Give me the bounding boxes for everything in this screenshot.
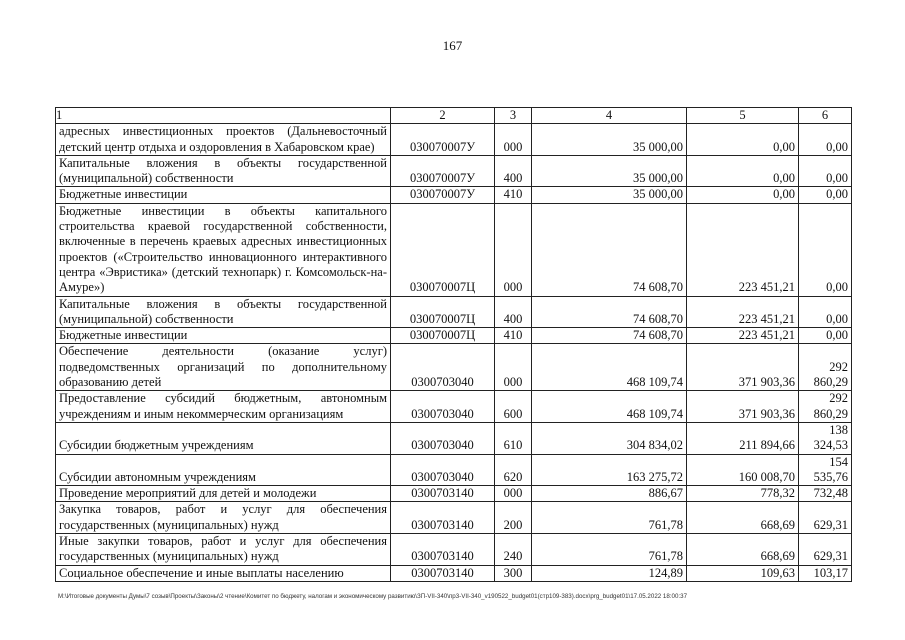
expense-type-cell: 000 [495,486,532,502]
target-article-cell: 030070007Ц [391,296,495,328]
amount-col6-cell: 138 324,53 [799,422,852,454]
amount-col6-cell: 103,17 [799,565,852,581]
item-name-cell: Бюджетные инвестиции [56,187,391,203]
amount-col5-cell: 371 903,36 [687,344,799,391]
amount-col5-cell: 223 451,21 [687,328,799,344]
item-name-cell: Бюджетные инвестиции [56,328,391,344]
item-name-cell: Проведение мероприятий для детей и молодежи [56,486,391,502]
amount-col6-cell: 732,48 [799,486,852,502]
header-col-6: 6 [799,108,852,124]
amount-col4-cell: 35 000,00 [532,187,687,203]
expense-type-cell: 300 [495,565,532,581]
item-name-cell: Социальное обеспечение и иные выплаты населению [56,565,391,581]
amount-col5-cell: 0,00 [687,124,799,156]
amount-col6-cell: 0,00 [799,328,852,344]
page-number: 167 [442,38,463,53]
item-name-cell: Капитальные вложения в объекты государственной (муниципальной) собственности [56,155,391,187]
item-name-cell: Предоставление субсидий бюджетным, автономным учреждениям и иным некоммерческим организациям [56,391,391,423]
table-row [56,187,852,203]
amount-col5-cell: 223 451,21 [687,296,799,328]
item-name-cell: Субсидии автономным учреждениям [56,454,391,486]
table-row [56,155,852,187]
amount-col4-cell: 35 000,00 [532,124,687,156]
amount-col6-cell: 154 535,76 [799,454,852,486]
amount-col5-cell: 223 451,21 [687,203,799,296]
table-row [56,534,852,566]
item-name-cell: Капитальные вложения в объекты государственной (муниципальной) собственности [56,296,391,328]
table-row [56,502,852,534]
amount-col5-cell: 668,69 [687,534,799,566]
table-row [56,422,852,454]
target-article-cell: 030070007Ц [391,203,495,296]
amount-col6-cell: 292 860,29 [799,344,852,391]
item-name-cell: адресных инвестиционных проектов (Дальневосточный детский центр отдыха и оздоровления в Хабаровском крае) [56,124,391,156]
table-row [56,344,852,391]
target-article-cell: 0300703140 [391,534,495,566]
expense-type-cell: 000 [495,124,532,156]
amount-col6-cell: 0,00 [799,187,852,203]
expense-type-cell: 240 [495,534,532,566]
expense-type-cell: 200 [495,502,532,534]
target-article-cell: 030070007У [391,187,495,203]
amount-col6-cell: 0,00 [799,155,852,187]
target-article-cell: 030070007Ц [391,328,495,344]
target-article-cell: 0300703040 [391,391,495,423]
expense-type-cell: 410 [495,187,532,203]
table-header-row [56,108,852,124]
table-row [56,124,852,156]
amount-col4-cell: 35 000,00 [532,155,687,187]
table-row [56,203,852,296]
amount-col4-cell: 468 109,74 [532,344,687,391]
amount-col6-cell: 0,00 [799,296,852,328]
amount-col6-cell: 629,31 [799,534,852,566]
expense-type-cell: 610 [495,422,532,454]
amount-col4-cell: 886,67 [532,486,687,502]
amount-col4-cell: 163 275,72 [532,454,687,486]
amount-col6-cell: 0,00 [799,203,852,296]
target-article-cell: 0300703140 [391,486,495,502]
item-name-cell: Бюджетные инвестиции в объекты капитального строительства краевой государственной собственности, включенные в перечень краевых адресных инвестиционных проектов («Строительство инновационного интерактивного центра «Эвристика» (детский технопарк) г. Комсомольск-на-Амуре») [56,203,391,296]
amount-col4-cell: 761,78 [532,534,687,566]
amount-col6-cell: 292 860,29 [799,391,852,423]
expense-type-cell: 410 [495,328,532,344]
expense-type-cell: 600 [495,391,532,423]
amount-col5-cell: 0,00 [687,155,799,187]
table-row [56,454,852,486]
amount-col5-cell: 778,32 [687,486,799,502]
amount-col4-cell: 124,89 [532,565,687,581]
table-row [56,565,852,581]
target-article-cell: 030070007У [391,124,495,156]
target-article-cell: 0300703040 [391,422,495,454]
header-col-4: 4 [532,108,687,124]
amount-col5-cell: 0,00 [687,187,799,203]
expense-type-cell: 400 [495,296,532,328]
header-col-2: 2 [391,108,495,124]
expense-type-cell: 000 [495,203,532,296]
amount-col4-cell: 468 109,74 [532,391,687,423]
amount-col5-cell: 160 008,70 [687,454,799,486]
table-row [56,296,852,328]
target-article-cell: 0300703040 [391,454,495,486]
target-article-cell: 0300703140 [391,565,495,581]
table-row [56,486,852,502]
item-name-cell: Иные закупки товаров, работ и услуг для обеспечения государственных (муниципальных) нужд [56,534,391,566]
amount-col4-cell: 761,78 [532,502,687,534]
header-col-3: 3 [495,108,532,124]
budget-table [55,107,852,582]
target-article-cell: 0300703040 [391,344,495,391]
table-row [56,328,852,344]
amount-col5-cell: 668,69 [687,502,799,534]
header-col-1: 1 [56,108,391,124]
expense-type-cell: 400 [495,155,532,187]
amount-col4-cell: 74 608,70 [532,328,687,344]
amount-col5-cell: 109,63 [687,565,799,581]
amount-col4-cell: 304 834,02 [532,422,687,454]
item-name-cell: Обеспечение деятельности (оказание услуг) подведомственных организаций по дополнительному образованию детей [56,344,391,391]
amount-col5-cell: 371 903,36 [687,391,799,423]
amount-col4-cell: 74 608,70 [532,296,687,328]
amount-col4-cell: 74 608,70 [532,203,687,296]
target-article-cell: 030070007У [391,155,495,187]
expense-type-cell: 620 [495,454,532,486]
item-name-cell: Субсидии бюджетным учреждениям [56,422,391,454]
file-path-footer: M:\Итоговые документы Думы\7 созыв\Проекты\Законы\2 чтение\Комитет по бюджету, налогам и экономическому развитию\ЗП-VII-340\пр3-VII-340_v190522_budget01(стр109-383).docx\prg_budget01\17.05.2022 18:00:37 [58,593,688,600]
expense-type-cell: 000 [495,344,532,391]
amount-col6-cell: 629,31 [799,502,852,534]
amount-col5-cell: 211 894,66 [687,422,799,454]
target-article-cell: 0300703140 [391,502,495,534]
header-col-5: 5 [687,108,799,124]
table-row [56,391,852,423]
amount-col6-cell: 0,00 [799,124,852,156]
item-name-cell: Закупка товаров, работ и услуг для обеспечения государственных (муниципальных) нужд [56,502,391,534]
